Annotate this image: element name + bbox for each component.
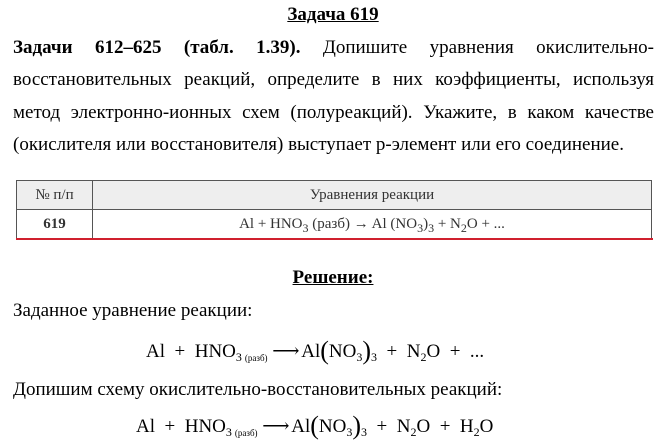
equation-scheme: $Al + HNO_{3 (разб)}$ ⟶ $Al(NO_3)_3 + N_2O + H_2O$ (136, 411, 494, 440)
table-equation-text: $Al + HNO_3$ (разб) → Al $(NO_3)_3 + N_2O$ + ... (239, 215, 505, 235)
table-header-row (17, 181, 652, 210)
accent-divider (16, 238, 653, 240)
problem-title: Задача 619 (287, 4, 379, 25)
table-cell-number: 619 (17, 210, 93, 239)
equation-given: $Al + HNO_{3 (разб)}$ ⟶ $Al(NO_3)_3 + N_2O$ + ... (146, 336, 485, 365)
given-label: Заданное уравнение реакции: (13, 300, 253, 321)
reaction-arrow: ⟶ (272, 341, 298, 362)
task-paragraph (13, 32, 654, 161)
table-header-equation: Уравнения реакции (93, 181, 652, 210)
scheme-label: Допишим схему окислительно-восстановительных реакций: (13, 379, 503, 400)
reaction-table (16, 180, 652, 239)
task-text: Допишите уравнения окислительно-восстановительных реакций, определите в них коэффициенты, используя метод электронно-ионных схем (полуреакций). Укажите, в каком качестве (окислителя или восстановителя) выступает p-элемент или его соединение. (13, 37, 655, 155)
table-row (17, 210, 652, 239)
solution-title: Решение: (292, 267, 374, 288)
task-lead: Задачи 612–625 (табл. 1.39). (13, 37, 301, 58)
table-cell-equation (93, 210, 652, 239)
table-header-number: № п/п (17, 181, 93, 210)
scheme-arrow: ⟶ (262, 416, 288, 437)
